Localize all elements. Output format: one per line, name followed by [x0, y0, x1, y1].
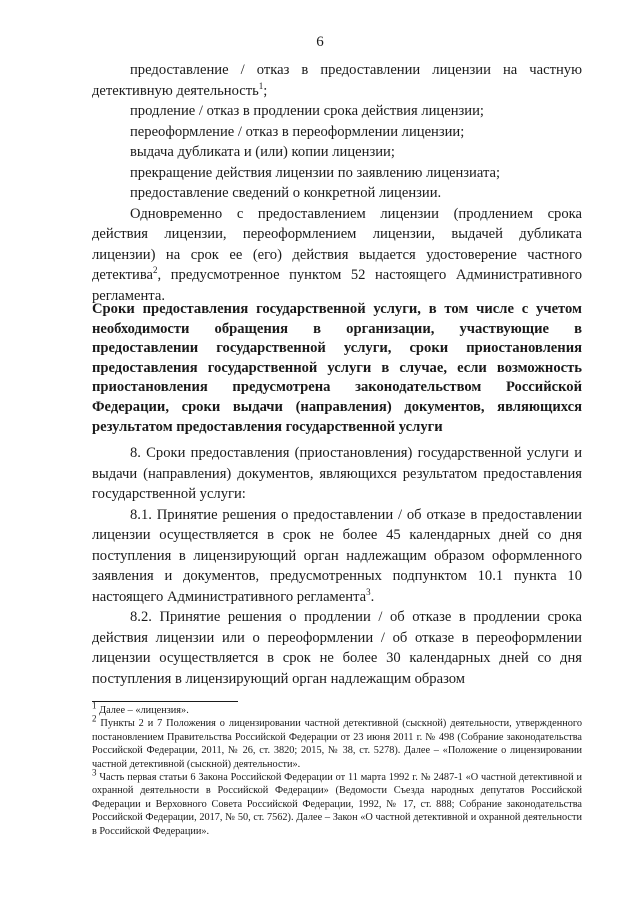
- paragraph-text: Одновременно с предоставлением лицензии (продлением срока действия лицензии, переоформлением лицензии, выдачей дубликата лицензии) на срок ее (его) действия выдается удостоверение частного детектива: [92, 205, 582, 283]
- section-heading: Сроки предоставления государственной услуги, в том числе с учетом необходимости обращения в организации, участвующие в предоставлении государственной услуги, сроки приостановления предоставления государственной услуги в случае, если возможность приостановления предусмотрена законодательством Российской Федерации, сроки выдачи (направления) документов, являющихся результатом предоставления государственной услуги: [92, 301, 582, 435]
- paragraph-8-2: 8.2. Принятие решения о продлении / об отказе в продлении срока действия лицензии или о переоформлении / об отказе в переоформлении лицензии осуществляется в срок не более 30 календарных дней со дня поступления в лицензирующий орган надлежащим образом: [92, 609, 582, 687]
- footnote-text: Пункты 2 и 7 Положения о лицензировании частной детективной (сыскной) деятельности, утвержденного постановлением Правительства Российской Федерации от 23 июня 2011 г. № 498 (Собрание законодательства Российской Федерации, 2011, № 26, ст. 3820; 2015, № 38, ст. 5278). Далее – «Положение о лицензировании частной детективной (сыскной) деятельности».: [92, 718, 582, 770]
- paragraph-8: 8. Сроки предоставления (приостановления) государственной услуги и выдачи (направления) документов, являющихся результатом предоставления государственной услуги:: [92, 445, 582, 502]
- paragraph-end: ;: [263, 82, 268, 99]
- paragraph-license-grant: [92, 60, 582, 101]
- footnote-3: [92, 767, 583, 838]
- list-item: выдача дубликата и (или) копии лицензии;: [130, 144, 395, 160]
- terms-block: [92, 443, 582, 689]
- footnote-text: Далее – «лицензия».: [99, 705, 189, 716]
- paragraph-text: 8.1. Принятие решения о предоставлении / об отказе в предоставлении лицензии осуществляется в срок не более 45 календарных дней со дня поступления в лицензирующий орган надлежащим образом оформленного заявления и документов, предусмотренных подпунктом 10.1 пункта 10 настоящего Административного регламента: [92, 506, 582, 605]
- services-list-block: [92, 60, 582, 306]
- footnote-ref-2: 2: [153, 265, 158, 276]
- footnote-text: Часть первая статьи 6 Закона Российской Федерации от 11 марта 1992 г. № 2487-1 «О частной детективной и охранной деятельности в Российской Федерации» (Ведомости Съезда народных депутатов Российской Федерации и Верховного Совета Российской Федерации, 1992, № 17, ст. 888; Собрание законодательства Российской Федерации, 2017, № 50, ст. 7562). Далее – Закон «О частной детективной и охранной деятельности в Российской Федерации».: [92, 772, 583, 837]
- footnote-ref-1: 1: [258, 80, 264, 91]
- list-item: прекращение действия лицензии по заявлению лицензиата;: [130, 164, 501, 181]
- list-item: переоформление / отказ в переоформлении лицензии;: [130, 123, 465, 140]
- footnotes: [92, 700, 583, 838]
- paragraph-text: предоставление / отказ в предоставлении лицензии на частную детективную деятельность: [92, 62, 582, 99]
- paragraph-certificate: [92, 204, 582, 307]
- footnote-separator: [92, 701, 238, 702]
- page-number: 6: [316, 34, 324, 50]
- footnote-number: 2: [92, 713, 97, 724]
- paragraph-end: .: [370, 588, 375, 605]
- list-item: предоставление сведений о конкретной лицензии.: [130, 185, 442, 201]
- footnote-2: [92, 713, 582, 771]
- footnote-number: 3: [92, 767, 97, 778]
- footnote-1: [92, 700, 582, 717]
- list-item: продление / отказ в продлении срока действия лицензии;: [130, 103, 484, 119]
- footnote-ref-3: 3: [366, 586, 371, 597]
- paragraph-8-1: [92, 505, 582, 608]
- footnote-number: 1: [92, 700, 97, 711]
- paragraph-text: , предусмотренное пунктом 52 настоящего Административного регламента.: [92, 267, 582, 304]
